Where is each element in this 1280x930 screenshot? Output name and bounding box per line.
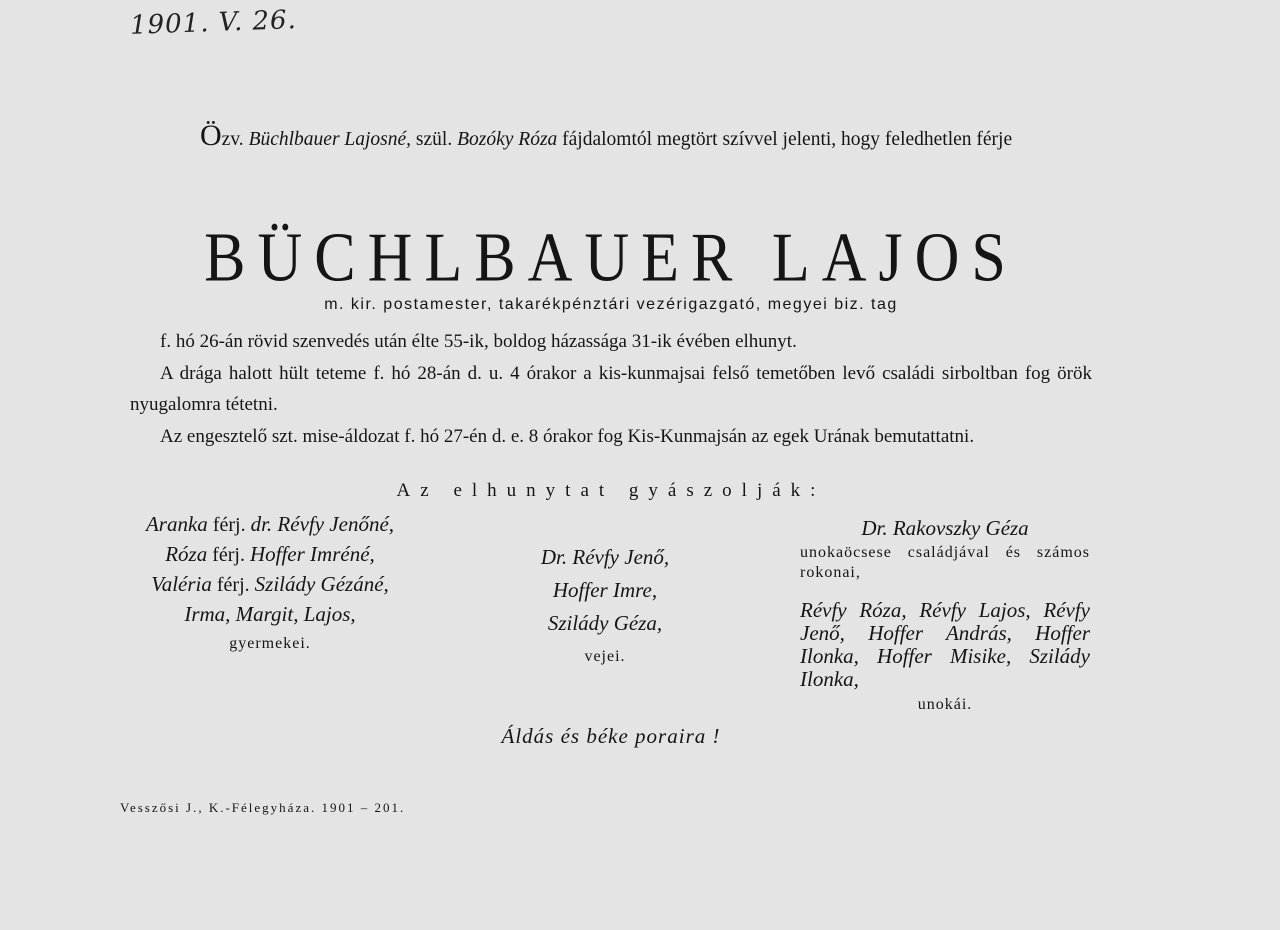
sons-in-law-caption: vejei. — [584, 648, 626, 665]
intro-text: fájdalomtól megtört szívvel jelenti, hogy feledhetlen férje — [562, 129, 1013, 150]
spouse-label: férj. — [216, 574, 250, 596]
intro-paragraph — [130, 120, 1092, 155]
child-name: Aranka — [145, 512, 208, 536]
grandchildren-names: Révfy Róza, Révfy Lajos, Révfy Jenő, Hoffer András, Hoffer Ilonka, Hoffer Misike, Szilády Ilonka, — [800, 598, 1090, 691]
printer-imprint: Vesszősi J., K.-Félegyháza. 1901 – 201. — [120, 800, 406, 815]
children-column — [115, 510, 425, 658]
deceased-title: m. kir. postamester, takarékpénztári vezérigazgató, megyei biz. tag — [324, 296, 898, 313]
burial-paragraph: A drága halott hült teteme f. hó 28-án d. u. 4 órakor a kis-kunmajsai felső temetőben levő családi sirboltban fog örök nyugalomra tétetni. — [130, 362, 1092, 415]
blessing-line: Áldás és béke poraira ! — [501, 724, 721, 748]
announcement-body — [130, 326, 1092, 452]
child-name: Róza — [165, 542, 208, 566]
child-married-name: Hoffer Imréné, — [249, 542, 375, 566]
child-line — [115, 510, 425, 540]
child-line — [115, 570, 425, 600]
mass-paragraph: Az engesztelő szt. mise-áldozat f. hó 27-én d. e. 8 órakor fog Kis-Kunmajsán az egek Urának bemutattatni. — [160, 425, 975, 447]
deceased-name: BÜCHLBAUER LAJOS — [204, 219, 1018, 297]
child-married-name: Szilády Gézáné, — [254, 572, 389, 596]
son-in-law-name: Hoffer Imre, — [552, 578, 658, 602]
sons-in-law-column — [480, 543, 730, 671]
handwritten-date: 1901. V. 26. — [129, 5, 298, 41]
child-line: Irma, Margit, Lajos, — [184, 602, 356, 626]
drop-initial: Ö — [200, 119, 222, 152]
intro-abbrev: zv. — [221, 129, 244, 150]
son-in-law-name: Szilády Géza, — [547, 611, 663, 635]
death-paragraph: f. hó 26-án rövid szenvedés után élte 55-ik, boldog házassága 31-ik évében elhunyt. — [160, 331, 797, 352]
maiden-name: Bozóky Róza — [457, 129, 558, 150]
grandchildren-caption: unokái. — [917, 696, 973, 713]
son-in-law-name: Dr. Révfy Jenő, — [540, 545, 670, 569]
mourners-heading: Az elhunytat gyászolják: — [396, 480, 826, 501]
child-line — [115, 540, 425, 570]
spouse-label: férj. — [212, 544, 245, 566]
relatives-column — [780, 514, 1110, 715]
nephew-name: Dr. Rakovszky Géza — [861, 516, 1029, 540]
widow-name: Büchlbauer Lajosné, — [248, 129, 412, 150]
child-name: Valéria — [151, 572, 212, 596]
spouse-label: férj. — [212, 514, 246, 536]
child-married-name: dr. Révfy Jenőné, — [250, 512, 395, 536]
children-caption: gyermekei. — [229, 635, 311, 652]
nephew-note: unokaöcsese családjával és számos rokonai, — [800, 544, 1090, 581]
born-label: szül. — [415, 129, 453, 150]
